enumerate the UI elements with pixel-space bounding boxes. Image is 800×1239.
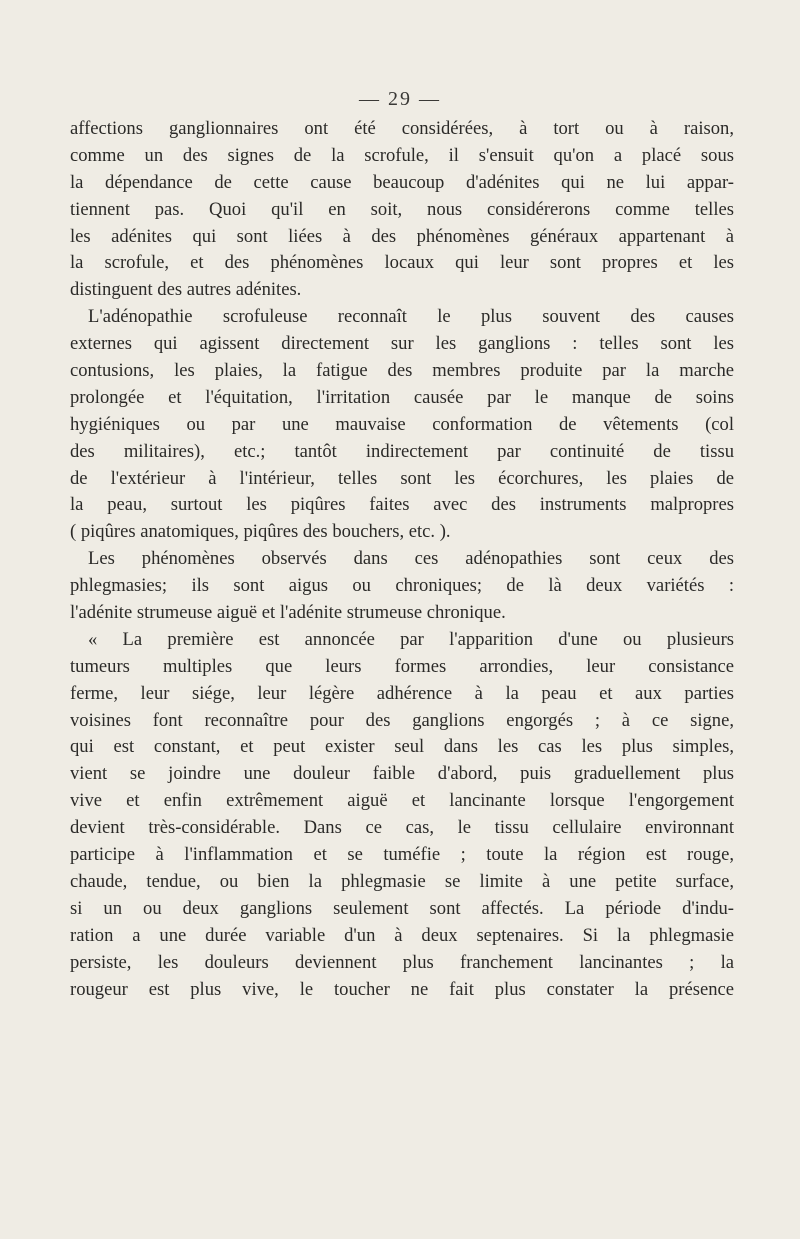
text-line: ( piqûres anatomiques, piqûres des bouchers, etc. ).: [70, 521, 451, 543]
text-line: « La première est annoncée par l'apparition d'une ou plusieurs: [88, 628, 734, 650]
text-line: vient se joindre une douleur faible d'abord, puis graduellement plus: [70, 763, 734, 785]
text-line: distinguent des autres adénites.: [70, 279, 302, 301]
text-line: L'adénopathie scrofuleuse reconnaît le plus souvent des causes: [88, 306, 734, 328]
text-line: des militaires), etc.; tantôt indirectement par continuité de tissu: [70, 440, 734, 462]
text-line: voisines font reconnaître pour des ganglions engorgés ; à ce signe,: [70, 709, 734, 731]
page-number: — 29 —: [359, 88, 441, 110]
body-text: [70, 116, 734, 1003]
text-line: participe à l'inflammation et se tuméfie ; toute la région est rouge,: [70, 844, 734, 866]
text-line: la peau, surtout les piqûres faites avec des instruments malpropres: [70, 494, 734, 516]
text-line: de l'extérieur à l'intérieur, telles sont les écorchures, les plaies de: [70, 467, 734, 489]
text-line: l'adénite strumeuse aiguë et l'adénite strumeuse chronique.: [70, 602, 506, 624]
text-line: comme un des signes de la scrofule, il s'ensuit qu'on a placé sous: [70, 144, 734, 166]
text-line: les adénites qui sont liées à des phénomènes généraux appartenant à: [70, 225, 734, 247]
text-line: si un ou deux ganglions seulement sont affectés. La période d'indu-: [70, 897, 734, 919]
text-line: externes qui agissent directement sur les ganglions : telles sont les: [70, 333, 734, 355]
text-line: ration a une durée variable d'un à deux septenaires. Si la phlegmasie: [70, 924, 734, 946]
text-line: ferme, leur siége, leur légère adhérence à la peau et aux parties: [70, 682, 734, 704]
text-line: tumeurs multiples que leurs formes arrondies, leur consistance: [70, 655, 734, 677]
text-line: persiste, les douleurs deviennent plus franchement lancinantes ; la: [70, 951, 734, 973]
text-line: prolongée et l'équitation, l'irritation causée par le manque de soins: [70, 386, 734, 408]
text-line: qui est constant, et peut exister seul dans les cas les plus simples,: [70, 736, 734, 758]
text-line: hygiéniques ou par une mauvaise conformation de vêtements (col: [70, 413, 734, 435]
text-line: rougeur est plus vive, le toucher ne fait plus constater la présence: [70, 978, 734, 1000]
text-line: Les phénomènes observés dans ces adénopathies sont ceux des: [88, 548, 734, 570]
text-line: tiennent pas. Quoi qu'il en soit, nous considérerons comme telles: [70, 198, 734, 220]
text-line: la dépendance de cette cause beaucoup d'adénites qui ne lui appar-: [70, 171, 734, 193]
text-line: vive et enfin extrêmement aiguë et lancinante lorsque l'engorgement: [70, 790, 734, 812]
text-line: devient très-considérable. Dans ce cas, le tissu cellulaire environnant: [70, 817, 734, 839]
text-line: affections ganglionnaires ont été considérées, à tort ou à raison,: [70, 118, 734, 139]
text-line: contusions, les plaies, la fatigue des membres produite par la marche: [70, 360, 734, 382]
text-line: chaude, tendue, ou bien la phlegmasie se limite à une petite surface,: [70, 870, 734, 892]
text-line: phlegmasies; ils sont aigus ou chroniques; de là deux variétés :: [70, 575, 734, 597]
text-line: la scrofule, et des phénomènes locaux qui leur sont propres et les: [70, 252, 734, 274]
